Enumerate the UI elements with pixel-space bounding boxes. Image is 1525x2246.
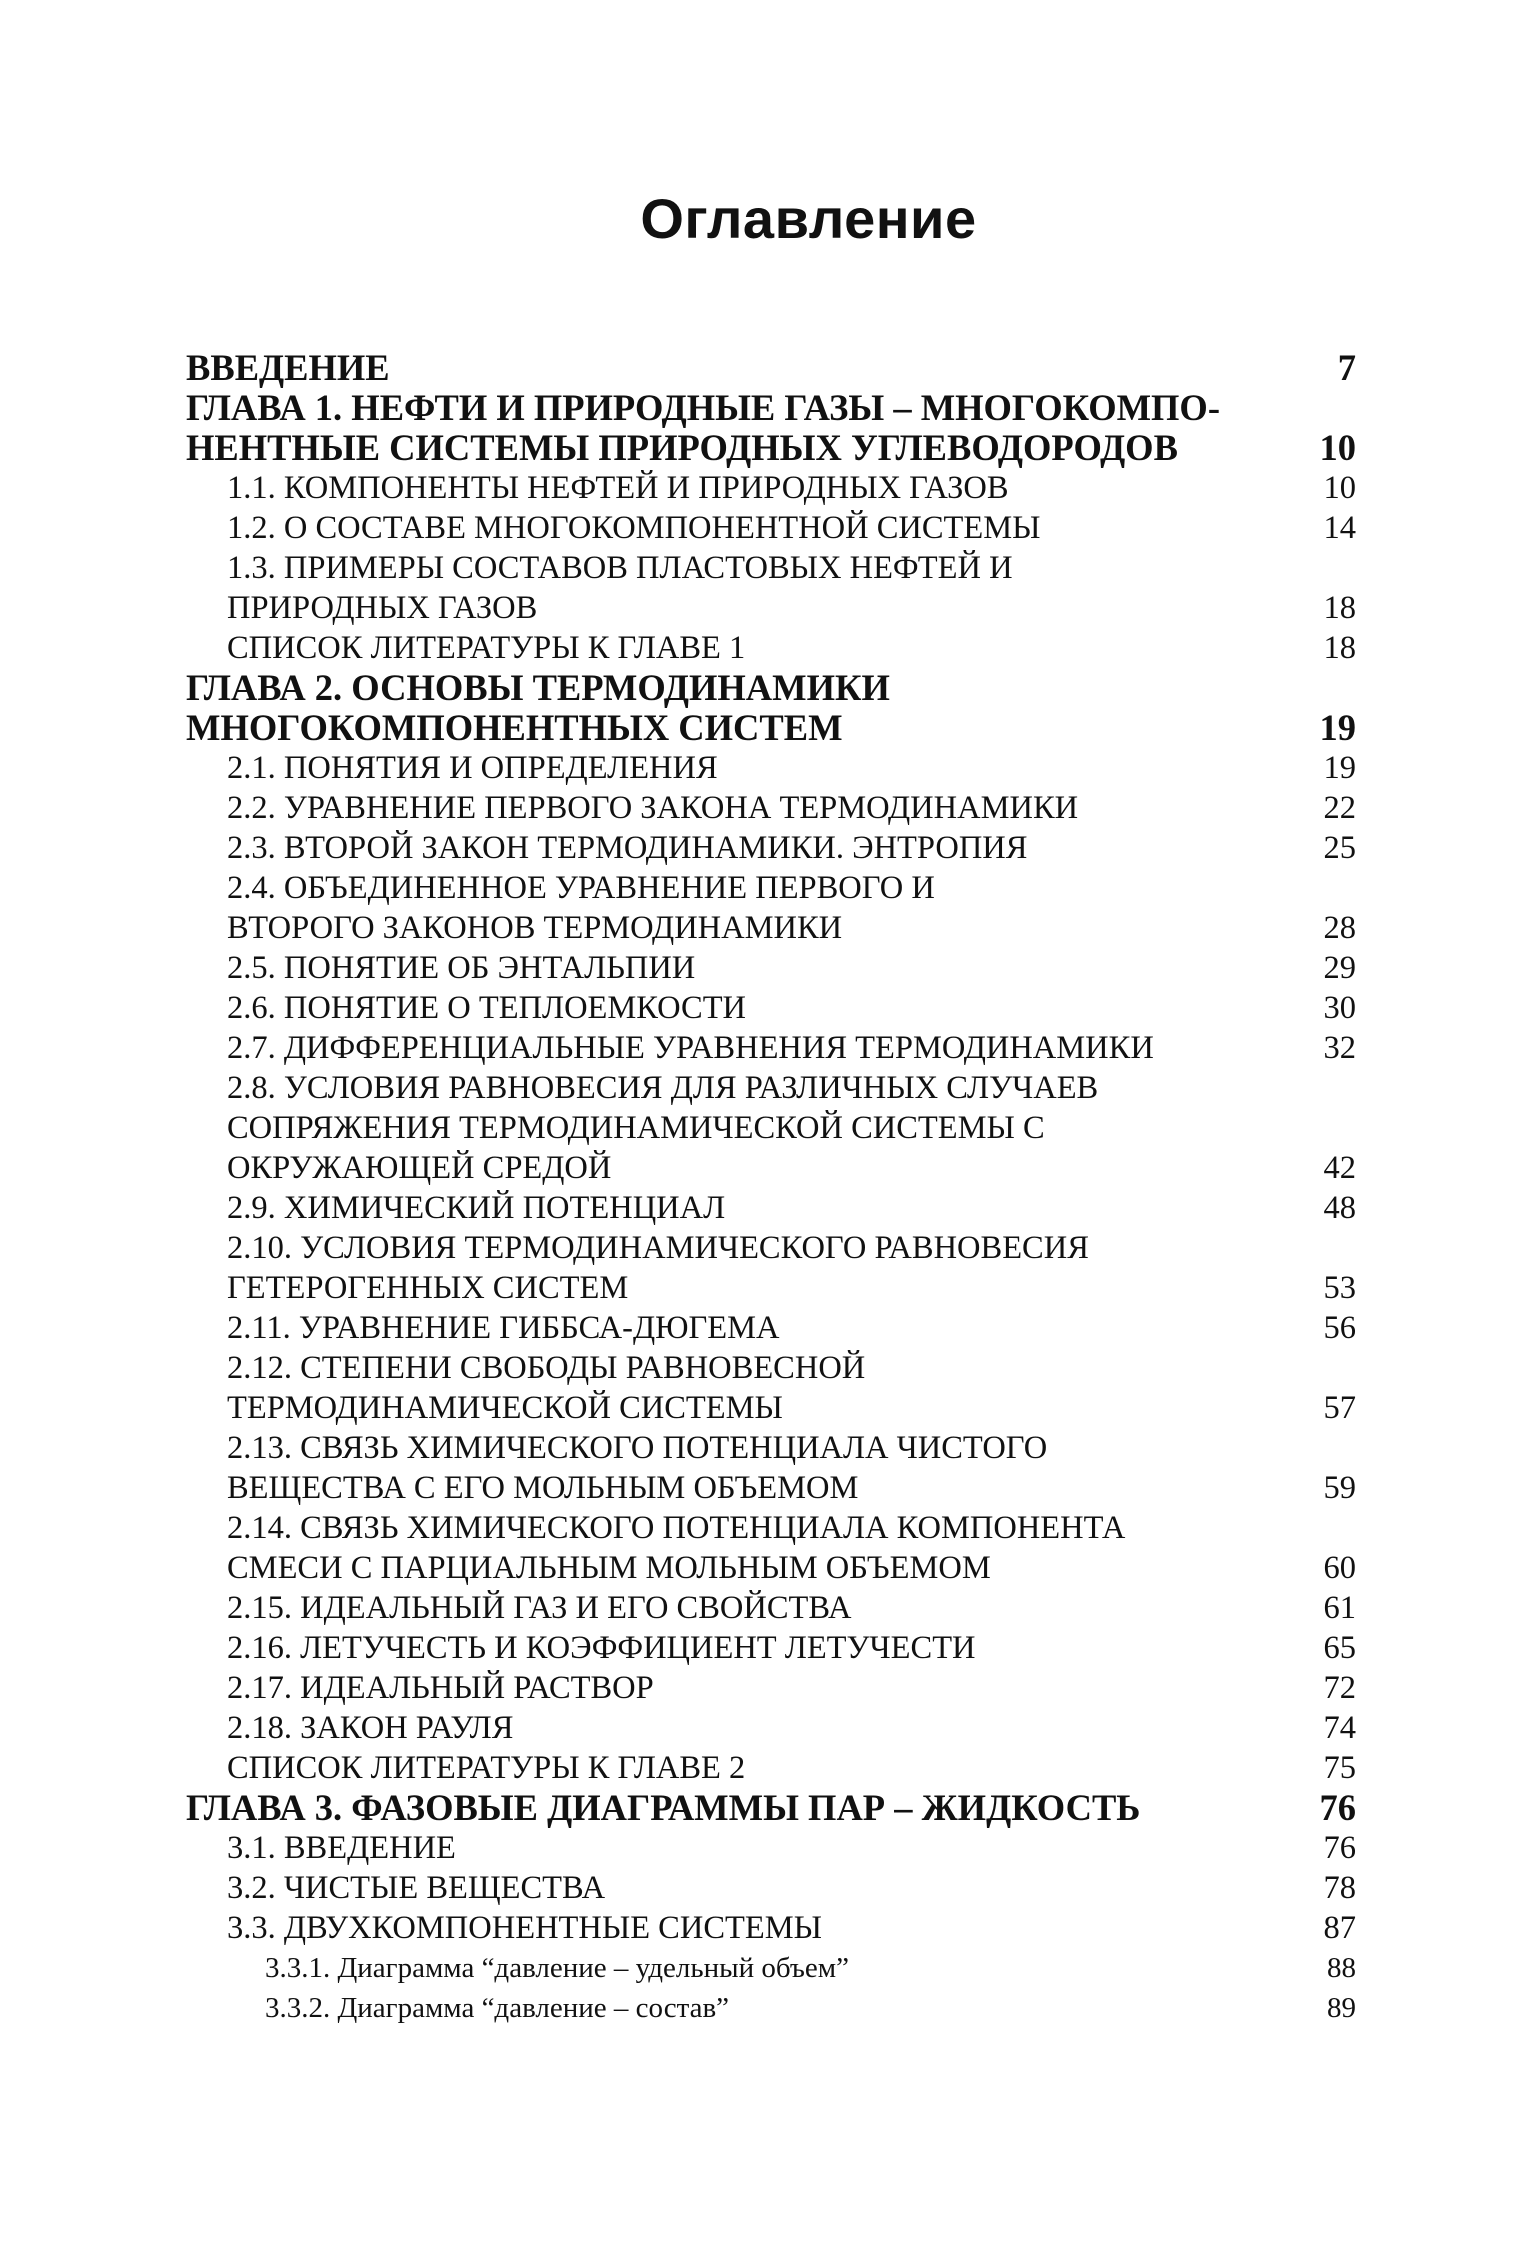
toc-page-number: 88 xyxy=(1327,1952,1356,1984)
toc-entry-line xyxy=(186,388,1356,428)
toc-page-number: 32 xyxy=(1323,1030,1356,1066)
toc-entry-text: ГЕТЕРОГЕННЫХ СИСТЕМ xyxy=(227,1270,629,1306)
toc-entry-line xyxy=(186,788,1356,828)
toc-page-number: 29 xyxy=(1323,950,1356,986)
toc-entry-line xyxy=(186,1388,1356,1428)
toc-entry-text: СПИСОК ЛИТЕРАТУРЫ К ГЛАВЕ 2 xyxy=(227,1750,746,1786)
toc-page-number: 65 xyxy=(1323,1630,1356,1666)
page-title: Оглавление xyxy=(640,187,977,250)
toc-entry-text: ГЛАВА 1. НЕФТИ И ПРИРОДНЫЕ ГАЗЫ – МНОГОКОМПО- xyxy=(186,387,1220,428)
toc-entry-line xyxy=(186,988,1356,1028)
toc-entry-line xyxy=(186,668,1356,708)
toc-entry-line xyxy=(186,348,1356,388)
toc-entry-line xyxy=(186,1508,1356,1548)
toc-entry-text: ВТОРОГО ЗАКОНОВ ТЕРМОДИНАМИКИ xyxy=(227,910,843,946)
toc-entry-line xyxy=(186,1268,1356,1308)
toc-entry-text: 2.14. СВЯЗЬ ХИМИЧЕСКОГО ПОТЕНЦИАЛА КОМПОНЕНТА xyxy=(227,1510,1126,1546)
toc-entry-line xyxy=(186,1788,1356,1828)
toc-entry-text: ВВЕДЕНИЕ xyxy=(186,347,390,388)
toc-page-number: 89 xyxy=(1327,1992,1356,2024)
toc-entry-line xyxy=(186,1908,1356,1948)
toc-entry-text: 2.17. ИДЕАЛЬНЫЙ РАСТВОР xyxy=(227,1670,654,1706)
toc-entry-line xyxy=(186,1708,1356,1748)
toc-entry-text: 3.1. ВВЕДЕНИЕ xyxy=(227,1830,456,1866)
toc-entry-line xyxy=(186,1988,1356,2028)
toc-entry-text: 3.2. ЧИСТЫЕ ВЕЩЕСТВА xyxy=(227,1870,606,1906)
toc-page-number: 75 xyxy=(1323,1750,1356,1786)
toc-page-number: 53 xyxy=(1323,1270,1356,1306)
toc-entry-line xyxy=(186,1588,1356,1628)
toc-entry-line xyxy=(186,1028,1356,1068)
toc-entry-text: 2.11. УРАВНЕНИЕ ГИББСА-ДЮГЕМА xyxy=(227,1310,780,1346)
toc-entry-text: 2.2. УРАВНЕНИЕ ПЕРВОГО ЗАКОНА ТЕРМОДИНАМИКИ xyxy=(227,790,1079,826)
toc-entry-line xyxy=(186,468,1356,508)
toc-entry-text: 2.16. ЛЕТУЧЕСТЬ И КОЭФФИЦИЕНТ ЛЕТУЧЕСТИ xyxy=(227,1630,976,1666)
toc-entry-line xyxy=(186,1868,1356,1908)
toc-page-number: 42 xyxy=(1323,1150,1356,1186)
toc-entry-text: СПИСОК ЛИТЕРАТУРЫ К ГЛАВЕ 1 xyxy=(227,630,746,666)
toc-entry-line xyxy=(186,828,1356,868)
toc-entry-text: 2.3. ВТОРОЙ ЗАКОН ТЕРМОДИНАМИКИ. ЭНТРОПИЯ xyxy=(227,830,1028,866)
toc-page-number: 18 xyxy=(1323,590,1356,626)
toc-entry-text: 3.3. ДВУХКОМПОНЕНТНЫЕ СИСТЕМЫ xyxy=(227,1910,822,1946)
toc-entry-text: 2.5. ПОНЯТИЕ ОБ ЭНТАЛЬПИИ xyxy=(227,950,696,986)
toc-entry-text: 1.3. ПРИМЕРЫ СОСТАВОВ ПЛАСТОВЫХ НЕФТЕЙ И xyxy=(227,550,1013,586)
toc-entry-text: ПРИРОДНЫХ ГАЗОВ xyxy=(227,590,538,626)
toc-entry-line xyxy=(186,868,1356,908)
toc-entry-line xyxy=(186,1308,1356,1348)
toc-entry-line xyxy=(186,588,1356,628)
toc-entry-text: 2.12. СТЕПЕНИ СВОБОДЫ РАВНОВЕСНОЙ xyxy=(227,1350,866,1386)
toc-page-number: 18 xyxy=(1323,630,1356,666)
toc-entry-line xyxy=(186,908,1356,948)
toc-entry-text: 2.7. ДИФФЕРЕНЦИАЛЬНЫЕ УРАВНЕНИЯ ТЕРМОДИНАМИКИ xyxy=(227,1030,1154,1066)
toc-page-number: 25 xyxy=(1323,830,1356,866)
toc-entry-text: ГЛАВА 3. ФАЗОВЫЕ ДИАГРАММЫ ПАР – ЖИДКОСТЬ xyxy=(186,1787,1141,1828)
toc-entry-text: ТЕРМОДИНАМИЧЕСКОЙ СИСТЕМЫ xyxy=(227,1390,783,1426)
toc-page-number: 76 xyxy=(1319,1787,1356,1828)
toc-entry-line xyxy=(186,708,1356,748)
toc-entry-line xyxy=(186,1428,1356,1468)
toc-entry-line xyxy=(186,428,1356,468)
toc-page-number: 30 xyxy=(1323,990,1356,1026)
table-of-contents xyxy=(186,348,1356,2028)
toc-page-number: 60 xyxy=(1323,1550,1356,1586)
toc-entry-text: ОКРУЖАЮЩЕЙ СРЕДОЙ xyxy=(227,1150,612,1186)
toc-entry-text: 2.10. УСЛОВИЯ ТЕРМОДИНАМИЧЕСКОГО РАВНОВЕСИЯ xyxy=(227,1230,1089,1266)
toc-page-number: 19 xyxy=(1323,750,1356,786)
toc-page-number: 87 xyxy=(1323,1910,1356,1946)
toc-entry-line xyxy=(186,628,1356,668)
toc-entry-text: 2.6. ПОНЯТИЕ О ТЕПЛОЕМКОСТИ xyxy=(227,990,747,1026)
toc-entry-line xyxy=(186,1668,1356,1708)
toc-entry-line xyxy=(186,1548,1356,1588)
toc-page-number: 56 xyxy=(1323,1310,1356,1346)
toc-page-number: 74 xyxy=(1323,1710,1356,1746)
toc-entry-text: МНОГОКОМПОНЕНТНЫХ СИСТЕМ xyxy=(186,707,843,748)
toc-page-number: 14 xyxy=(1323,510,1356,546)
toc-entry-text: 1.1. КОМПОНЕНТЫ НЕФТЕЙ И ПРИРОДНЫХ ГАЗОВ xyxy=(227,470,1009,506)
toc-entry-text: 1.2. О СОСТАВЕ МНОГОКОМПОНЕНТНОЙ СИСТЕМЫ xyxy=(227,510,1041,546)
toc-entry-line xyxy=(186,1188,1356,1228)
toc-entry-text: 2.18. ЗАКОН РАУЛЯ xyxy=(227,1710,514,1746)
toc-entry-line xyxy=(186,508,1356,548)
toc-entry-text: ВЕЩЕСТВА С ЕГО МОЛЬНЫМ ОБЪЕМОМ xyxy=(227,1470,859,1506)
toc-entry-text: НЕНТНЫЕ СИСТЕМЫ ПРИРОДНЫХ УГЛЕВОДОРОДОВ xyxy=(186,427,1178,468)
toc-page-number: 76 xyxy=(1323,1830,1356,1866)
toc-entry-line xyxy=(186,1108,1356,1148)
toc-entry-line xyxy=(186,1628,1356,1668)
toc-page-number: 22 xyxy=(1323,790,1356,826)
toc-entry-line xyxy=(186,1948,1356,1988)
toc-page-number: 28 xyxy=(1323,910,1356,946)
toc-entry-line xyxy=(186,1468,1356,1508)
toc-entry-text: 2.9. ХИМИЧЕСКИЙ ПОТЕНЦИАЛ xyxy=(227,1190,726,1226)
toc-entry-line xyxy=(186,1348,1356,1388)
toc-entry-text: 2.4. ОБЪЕДИНЕННОЕ УРАВНЕНИЕ ПЕРВОГО И xyxy=(227,870,935,906)
toc-entry-text: СМЕСИ С ПАРЦИАЛЬНЫМ МОЛЬНЫМ ОБЪЕМОМ xyxy=(227,1550,991,1586)
toc-entry-line xyxy=(186,948,1356,988)
toc-entry-line xyxy=(186,748,1356,788)
toc-entry-text: 3.3.2. Диаграмма “давление – состав” xyxy=(265,1992,730,2024)
toc-entry-line xyxy=(186,1068,1356,1108)
toc-entry-line xyxy=(186,548,1356,588)
toc-entry-line xyxy=(186,1148,1356,1188)
toc-entry-text: 3.3.1. Диаграмма “давление – удельный объем” xyxy=(265,1952,850,1984)
toc-entry-text: 2.1. ПОНЯТИЯ И ОПРЕДЕЛЕНИЯ xyxy=(227,750,718,786)
toc-page-number: 19 xyxy=(1319,707,1356,748)
toc-entry-text: ГЛАВА 2. ОСНОВЫ ТЕРМОДИНАМИКИ xyxy=(186,667,890,708)
toc-page-number: 61 xyxy=(1323,1590,1356,1626)
toc-page-number: 10 xyxy=(1323,470,1356,506)
toc-entry-line xyxy=(186,1828,1356,1868)
toc-page-number: 7 xyxy=(1337,347,1356,388)
toc-page-number: 57 xyxy=(1323,1390,1356,1426)
toc-entry-text: СОПРЯЖЕНИЯ ТЕРМОДИНАМИЧЕСКОЙ СИСТЕМЫ С xyxy=(227,1110,1045,1146)
toc-entry-text: 2.13. СВЯЗЬ ХИМИЧЕСКОГО ПОТЕНЦИАЛА ЧИСТОГО xyxy=(227,1430,1048,1466)
toc-entry-line xyxy=(186,1748,1356,1788)
toc-page-number: 59 xyxy=(1323,1470,1356,1506)
toc-entry-line xyxy=(186,1228,1356,1268)
toc-page-number: 72 xyxy=(1323,1670,1356,1706)
toc-entry-text: 2.8. УСЛОВИЯ РАВНОВЕСИЯ ДЛЯ РАЗЛИЧНЫХ СЛУЧАЕВ xyxy=(227,1070,1099,1106)
toc-page-number: 10 xyxy=(1319,427,1356,468)
toc-page-number: 48 xyxy=(1323,1190,1356,1226)
toc-entry-text: 2.15. ИДЕАЛЬНЫЙ ГАЗ И ЕГО СВОЙСТВА xyxy=(227,1590,852,1626)
toc-page-number: 78 xyxy=(1323,1870,1356,1906)
